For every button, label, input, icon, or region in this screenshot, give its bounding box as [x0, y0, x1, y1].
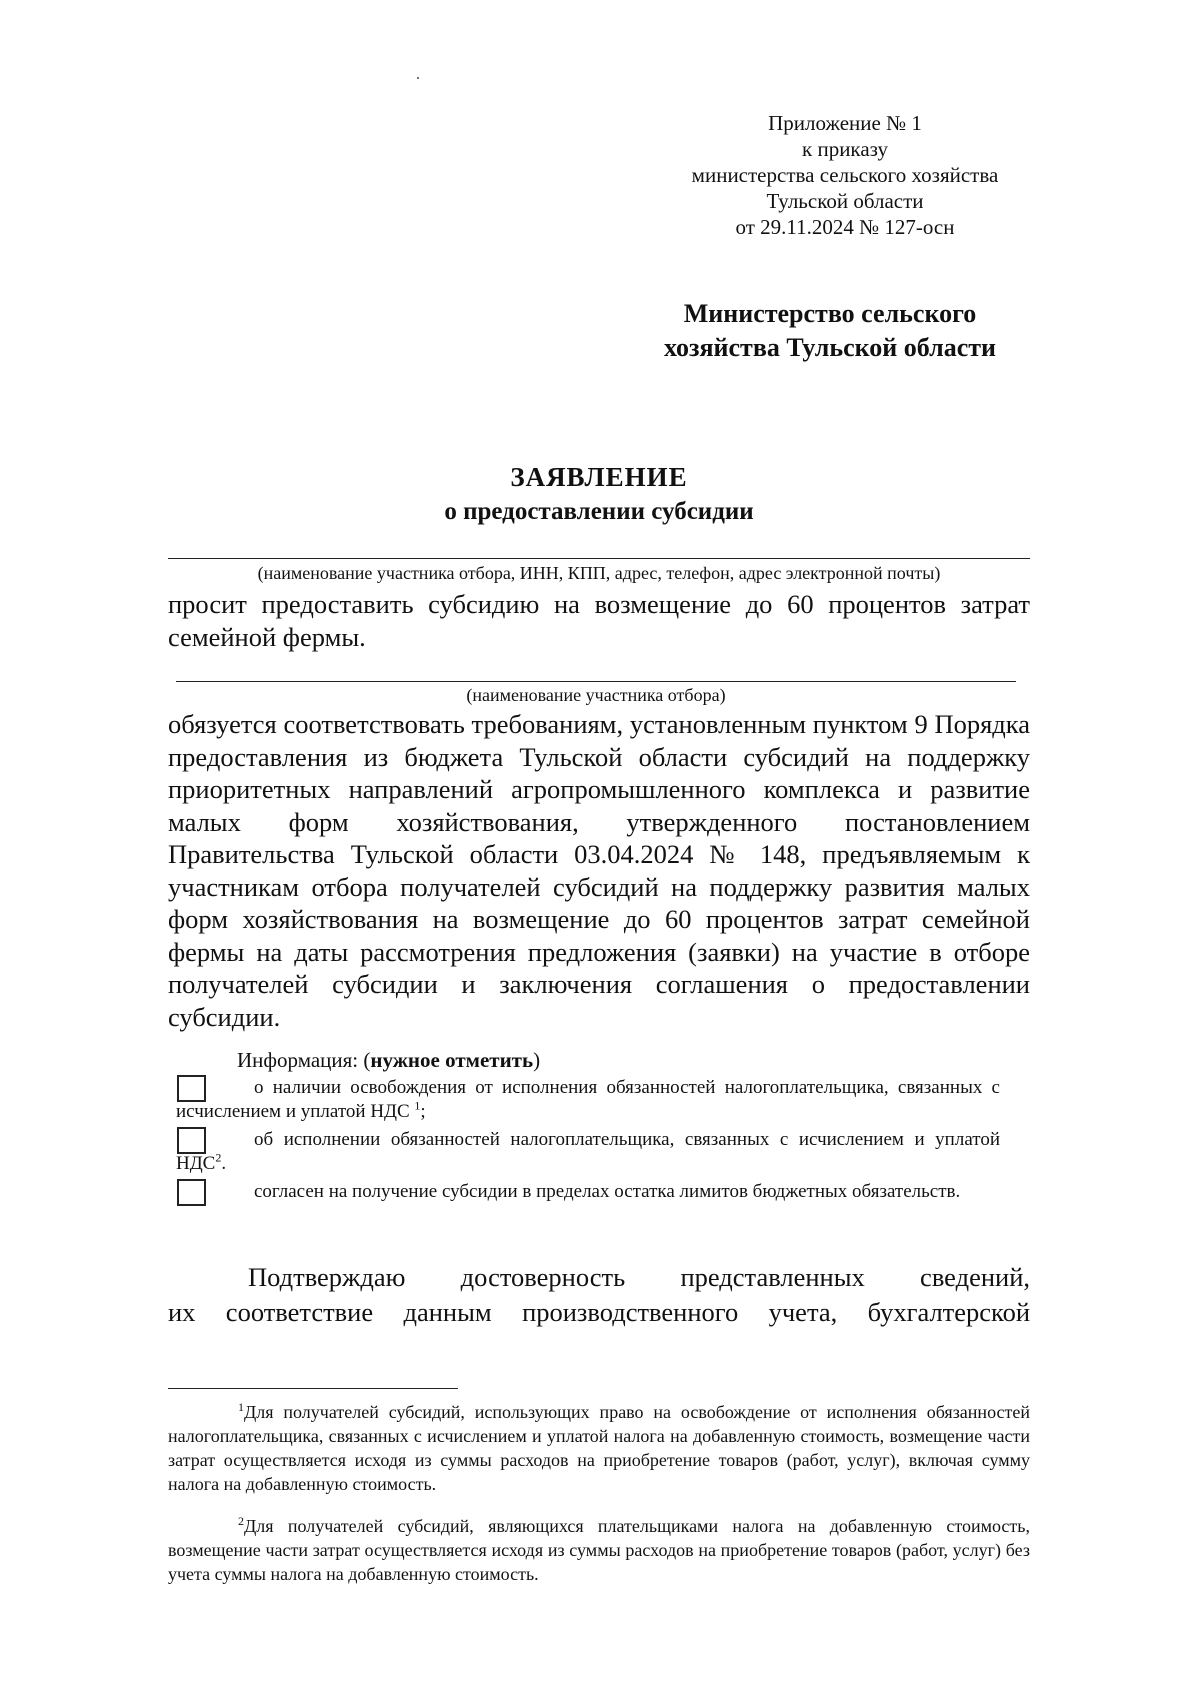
footnote-separator: [168, 1388, 458, 1389]
document-title: ЗАЯВЛЕНИЕ: [510, 462, 688, 492]
annex-order-date: от 29.11.2024 № 127-осн: [735, 215, 955, 239]
document-subtitle: о предоставлении субсидии: [444, 498, 754, 525]
obligation-paragraph: обязуется соответствовать требованиям, установленным пунктом 9 Порядка предоставления из бюджета Тульской области субсидий на поддержку приоритетных направлений агропромышленного комплекса и развитие малых форм хозяйствования, утвержденного постановлением Правительства Тульской области 03.04.2024 № 148, предъявляемым к участникам отбора получателей субсидий на поддержку развития малых форм хозяйствования на возмещение до 60 процентов затрат семейной фермы на даты рассмотрения предложения (заявки) на участие в отборе получателей субсидии и заключения соглашения о предоставлении субсидии.: [168, 709, 1030, 1032]
info-emphasis: нужное отметить: [370, 1048, 534, 1072]
applicant-name-field-line: [168, 558, 1030, 559]
checkbox-item-vat-payer: об исполнении обязанностей налогоплательщика, связанных с исчислением и уплатой НДС$^2$.: [176, 1129, 1000, 1174]
annex-to-order: к приказу: [802, 137, 888, 161]
confirmation-paragraph: Подтверждаю достоверность представленных сведений, их соответствие данным производственного учета, бухгалтерской: [168, 1262, 1030, 1327]
participant-name-field-line: [176, 681, 1016, 682]
annex-ministry: министерства сельского хозяйства: [691, 163, 999, 187]
footnote-2: $^2$Для получателей субсидий, являющихся плательщиками налога на добавленную стоимость, возмещение части затрат осуществляется исходя из суммы расходов на приобретение товаров (работ, услуг) без учета суммы налога на добавленную стоимость.: [168, 1514, 1030, 1584]
addressee-block: [620, 297, 1040, 365]
annex-header: [660, 110, 1030, 240]
participant-field-caption: (наименование участника отбора): [466, 685, 726, 705]
checkbox-item-vat-exemption: о наличии освобождения от исполнения обязанностей налогоплательщика, связанных с исчислением и уплатой НДС $^1$;: [176, 1077, 1000, 1122]
request-paragraph: просит предоставить субсидию на возмещение до 60 процентов затрат семейной фермы.: [168, 589, 1030, 652]
applicant-field-caption: (наименование участника отбора, ИНН, КПП, адрес, телефон, адрес электронной почты): [257, 563, 941, 583]
scan-artifact-dot: [417, 77, 419, 79]
checkbox-item-budget-consent: согласен на получение субсидии в пределах остатка лимитов бюджетных обязательств.: [254, 1181, 961, 1202]
annex-region: Тульской области: [766, 189, 924, 213]
annex-number: Приложение № 1: [768, 111, 922, 135]
addressee-line-1: Министерство сельского: [683, 299, 977, 328]
info-heading: Информация: (нужное отметить): [237, 1048, 541, 1072]
addressee-line-2: хозяйства Тульской области: [664, 333, 996, 362]
footnote-1: $^1$Для получателей субсидий, использующих право на освобождение от исполнения обязанностей налогоплательщика, связанных с исчислением и уплатой налога на добавленную стоимость, возмещение части затрат осуществляется исходя из суммы расходов на приобретение товаров (работ, услуг), включая сумму налога на добавленную стоимость.: [168, 1400, 1030, 1494]
